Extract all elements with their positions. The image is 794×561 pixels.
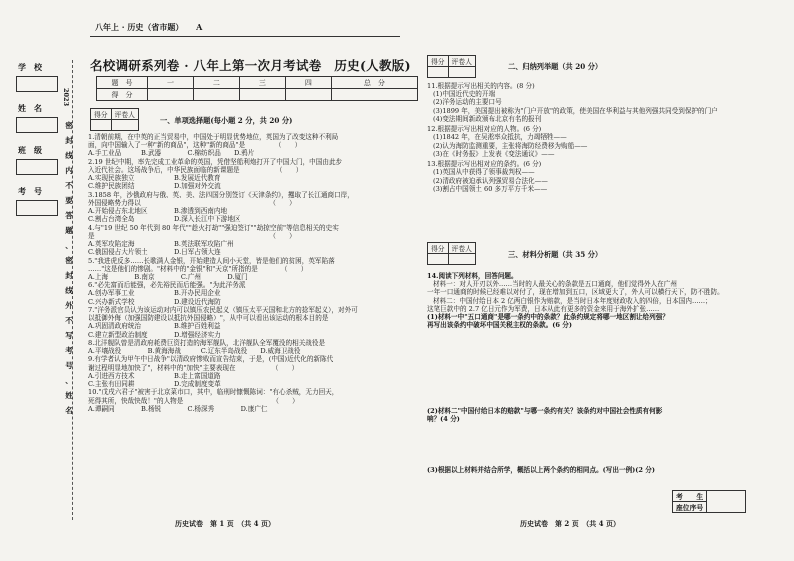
class-field[interactable]	[16, 159, 58, 175]
section-1-title: 一、单项选择题(每小题 2 分，共 20 分)	[160, 116, 293, 125]
side-field-name: 姓 名	[18, 103, 42, 113]
page-title: 名校调研系列卷 · 八年上第一次月考试卷 历史(人教版)	[90, 58, 411, 73]
side-field-class: 班 级	[18, 145, 42, 155]
score-table	[96, 76, 418, 101]
section-3-title: 三、材料分析题（共 35 分）	[508, 250, 603, 259]
header-title: 八年上 · 历史（省市题）	[95, 22, 184, 32]
score-table-header-row: 题 号 一 二 三 四 总 分	[97, 77, 418, 89]
name-field[interactable]	[16, 117, 58, 133]
seat-number-box: 考 生 座位序号	[672, 490, 746, 513]
question-1: 1.清朝前期，在中英的正当贸易中，中国处于明显优势地位，英国为了改变这种不利局 面，向中国输入了一种"新的商品"，这种"新的商品"是 （ ） A.手工业品 B.武器 C.棉纺织品 D.鸦片	[88, 133, 339, 158]
seal-text: 密 封 线 内 不 要 答 题 、 密 封 线 外 不 写 考 号 、 姓 名	[65, 121, 73, 415]
question-4: 4.与"19 世纪 50 年代到 80 年代""趁火打劫""强迫签订""劫掠空前"等信息相关的史实 是 （ ） A.英军攻陷定海 B.英法联军攻陷广州 C.俄国侵占大片领土 D.日军占领大连	[88, 223, 339, 257]
header-version: A	[196, 22, 203, 32]
question-8: 8.北洋舰队曾是清政府耗费巨资打造的海军舰队，北洋舰队全军覆没的相关战役是 A.平壤战役 B.黄海海战 C.辽东半岛战役 D.威海卫战役	[88, 338, 326, 356]
question-14-part-2: (2)材料二"中国付给日本的赔款"与哪一条约有关？该条约对中国社会性质有何影 响？(4 分)	[427, 407, 663, 424]
question-11: 11.根据提示写出相关的内容。(8 分) (1)中国近代史的开端 (2)洋务运动的主要口号 (3)1899 年，美国提出被称为"门户开放"的政策，使美国在华利益与其他列强共同受到保护的门户 (4)变法期间新政颁布北京有名的报刊	[427, 82, 718, 123]
score-table-score-row: 得 分	[97, 89, 418, 101]
side-field-school: 学 校	[18, 62, 42, 72]
question-9: 9.有学者认为甲午中日战争"以清政府惨败而宣告结束，于是，(中国)近代化的新陈代 谢过程明显地加快了"，材料中的"加快"主要表现在 （ ） A.引进西方技术 B.走上富国道路 C.主张有田同耕 D.完成制度变革	[88, 355, 334, 389]
question-13: 13.根据提示写出相对应的条约。(6 分) (1)英国从中获得了领事裁判权—— (2)清政府被迫承认列强贸易合法化—— (3)割占中国领土 60 多万平方千米——	[427, 160, 548, 193]
question-3: 3.1858 年，沙俄政府与俄、英、美、法四国分别签订《天津条约》，攫取了长江通商口岸， 外国侵略势力得以 （ ） A.开始侵占东北地区 B.渗透到西南内地 C.割占台湾全岛 D.深入长江中下游地区	[88, 190, 354, 224]
footer-page-2: 历史试卷 第 2 页 （共 4 页）	[520, 519, 620, 528]
page-header	[95, 22, 202, 33]
header-rule	[90, 36, 400, 37]
question-6: 6."必先富而后能强，必先裕民而后能强。"为此洋务派 A.创办军事工业 B.开办民用企业 C.兴办新式学校 D.建设近代海防	[88, 281, 246, 306]
grader-box-1: 得分 评卷人	[90, 108, 139, 131]
side-year: 2023	[62, 88, 70, 107]
footer-page-1: 历史试卷 第 1 页 （共 4 页）	[175, 519, 275, 528]
exam-id-field[interactable]	[16, 200, 58, 216]
question-12: 12.根据提示写出相对应的人物。(6 分) (1)1842 年，在吴淞率众抵抗，力竭牺牲—— (2)认为海防监测重要，主张将海防经费移为购船—— (3)在《时务报》上发表《变法通议》——	[427, 125, 588, 158]
question-14: 14.阅读下列材料，回答问题。 材料一：对人开刃以外……当时的人最关心的条款是五口通商，他们觉得外人在广州 一年一口通商的时候已经难以对付了，现在增加到五口，区域更大了，外人可以横行天下，防不胜防。 材料二：中国付给日本 2 亿两白银作为赔款，是当时日本年度财政收入的四倍，日本国内……； 这笔巨款中的 2.7 亿日元作为军费，日本从此有更多的资金来用于海外扩张…… (1)材料一中"五口通商"是哪一条约中的条款？此条约规定将哪一地区割让给列强？ 再写出该条约中破坏中国关税主权的条款。(6 分)	[427, 272, 724, 330]
section-2-title: 二、归纳列举题（共 20 分）	[508, 62, 603, 71]
left-column	[88, 133, 410, 413]
side-field-id: 考 号	[18, 186, 42, 196]
question-10: 10."戊戌六君子"被害于北京菜市口，其中，临刑时慷慨陈词："有心杀贼，无力回天， 死得其所，快哉快哉！"的人物是 （ ） A.谭嗣同 B.杨锐 C.杨深秀 D.康广仁	[88, 388, 339, 413]
grader-box-3: 得分 评卷人	[427, 242, 476, 265]
right-column-top	[427, 82, 777, 193]
question-7: 7."洋务派官员认为该运动对内可以镇压农民起义（镇压太平天国和北方的捻军起义），对外可 以抵御外侮（加强国防建设以抵抗外国侵略）"，从中可以看出该运动的根本目的是 A.巩固清政府统治 B.维护百姓利益 C.建立新型政治制度 D.增强经济实力	[88, 305, 358, 339]
question-5: 5."我进虎反多……长歌满人金银，开始建造人间小天堂，皆是他们的贫困，英军陷落 ……"这是他们的惨剧。"材料中的"金银"和"天京"所指的是 （ ） A.上海 B.南京 C.广州 D.厦门	[88, 256, 335, 281]
question-2: 2.19 世纪中期，率先完成工业革命的英国，凭借坚船利炮打开了中国大门，中国由此步 入近代社会。这场战争后，中华民族面临的新课题是 （ ） A.实现民族独立 B.发展近代教育 C.维护民族团结 D.加强对外交流	[88, 157, 343, 191]
question-14-part-3: (3)根据以上材料并结合所学，概括以上两个条约的相同点。(写出一例)(2 分)	[427, 466, 656, 474]
school-field[interactable]	[16, 76, 58, 92]
seat-number-field[interactable]	[707, 491, 746, 513]
grader-box-2: 得分 评卷人	[427, 55, 476, 78]
